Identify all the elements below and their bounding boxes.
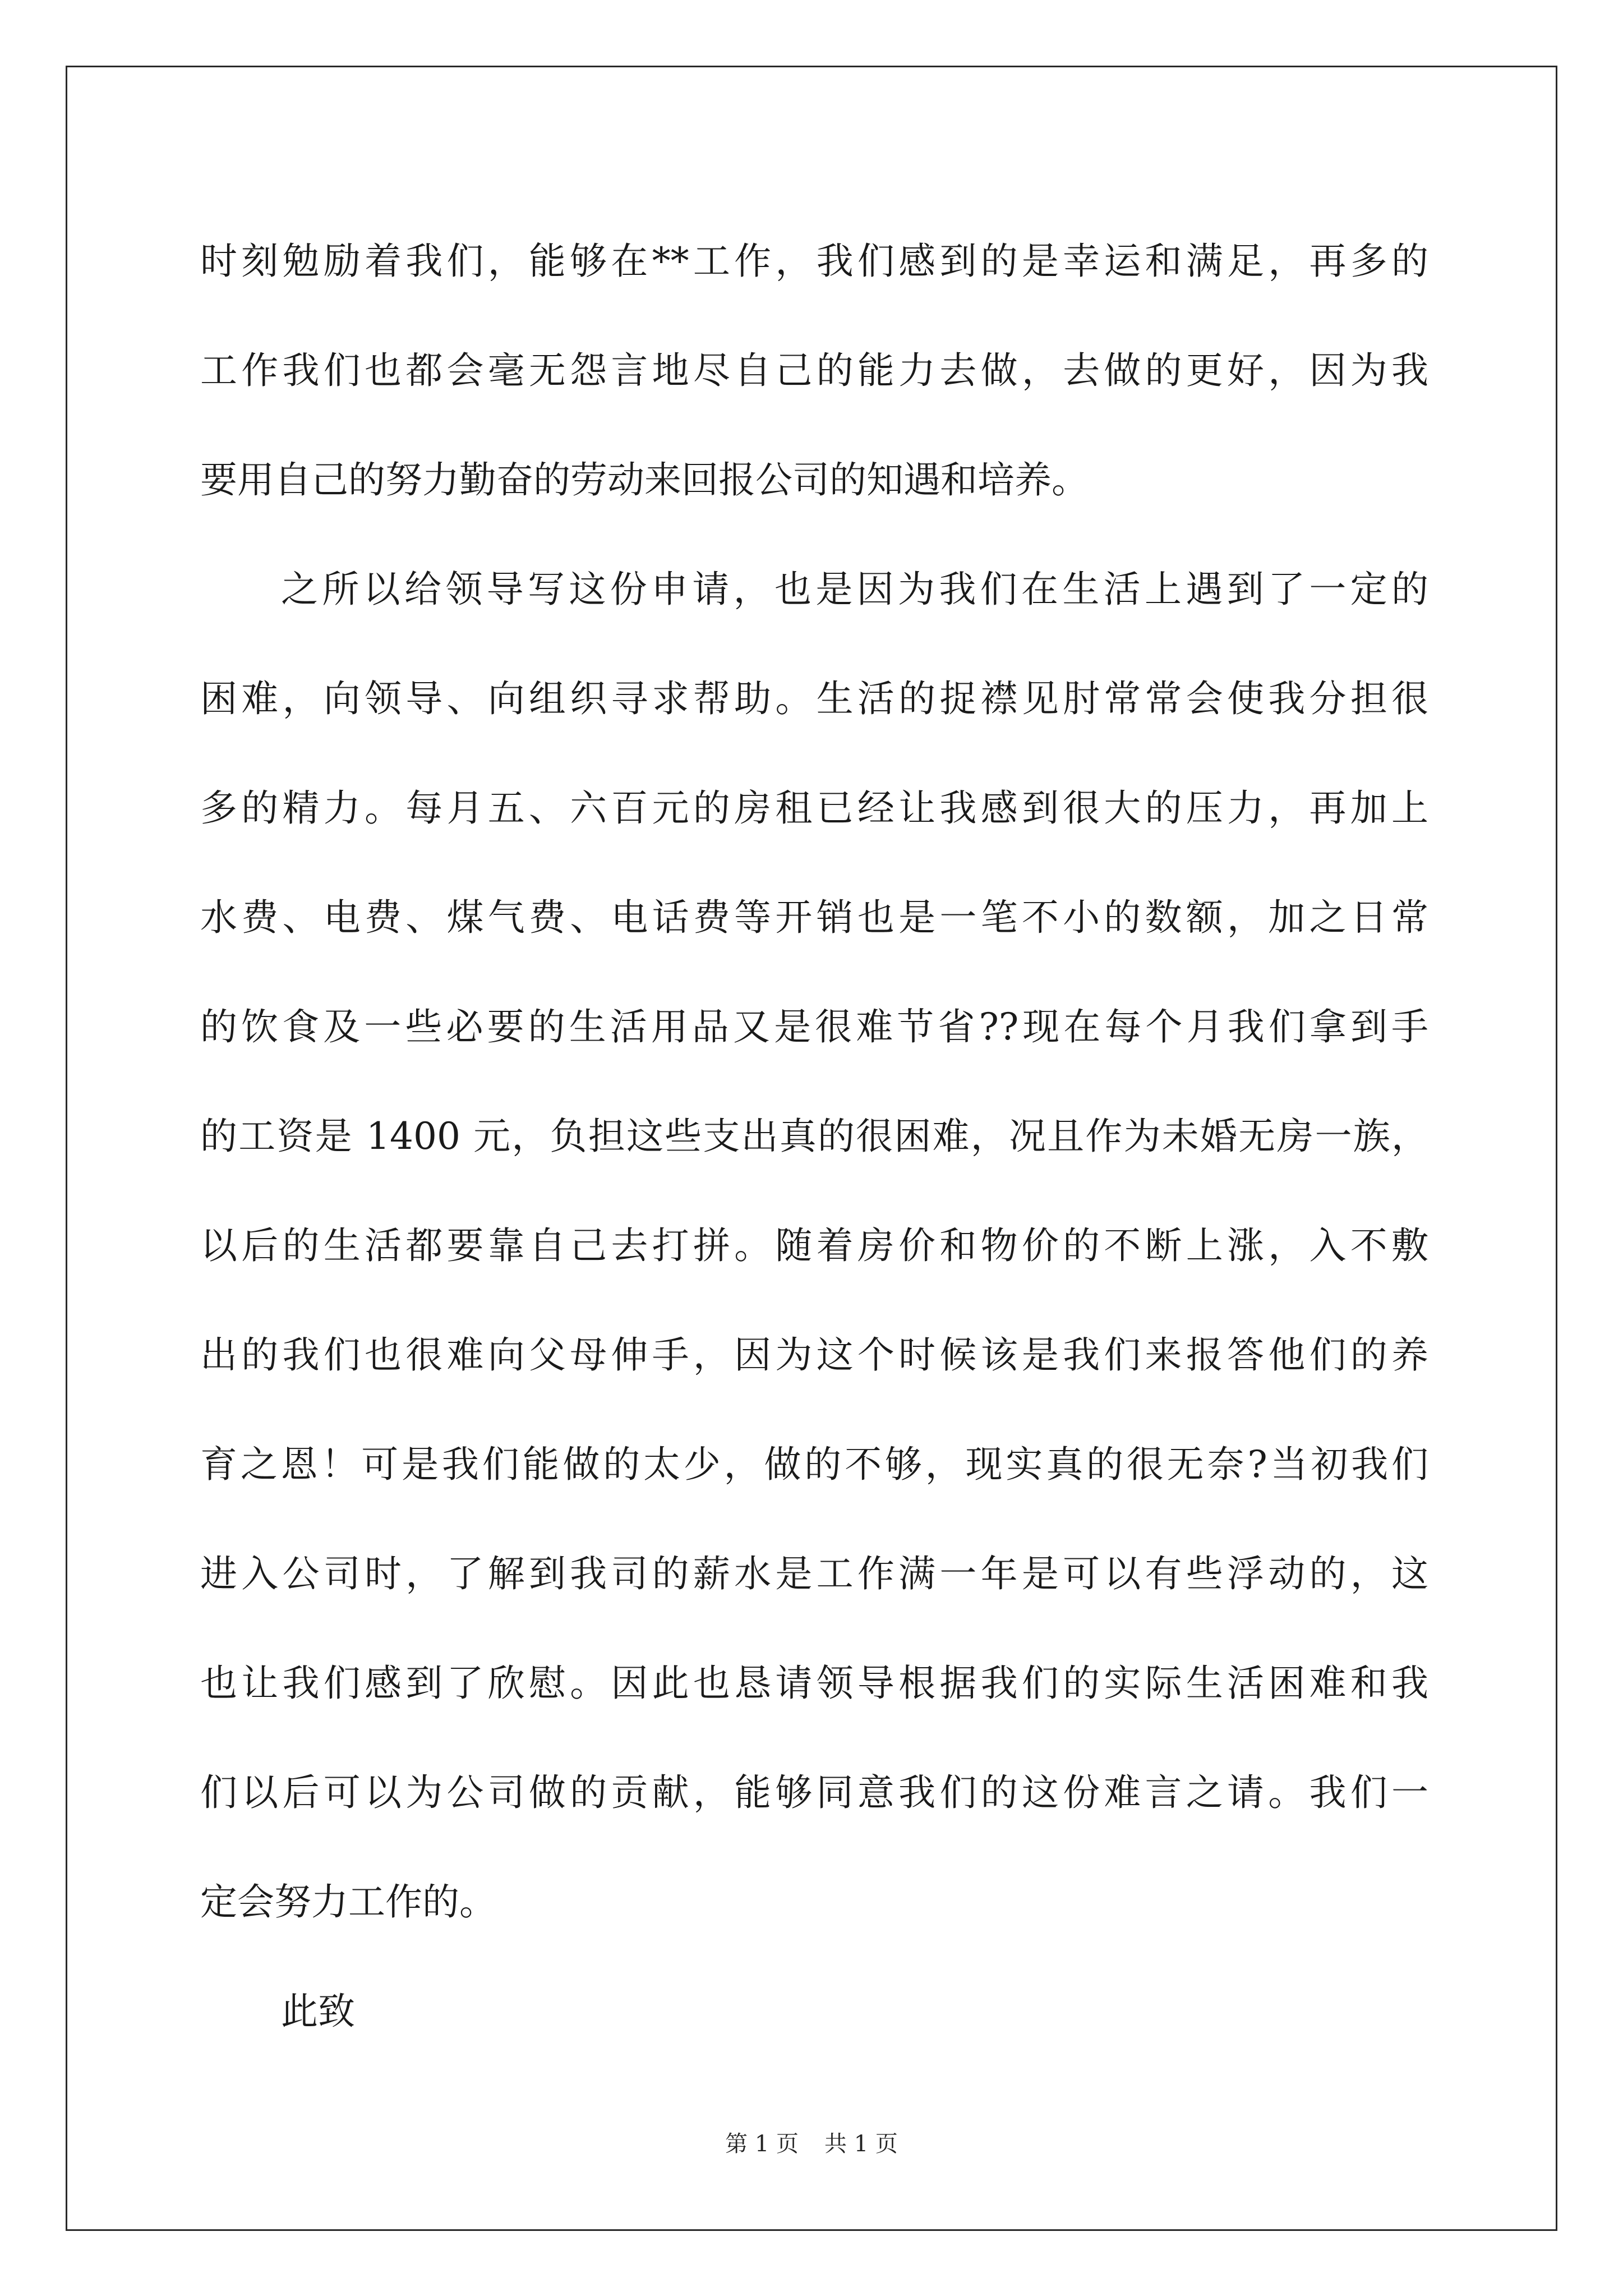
page-footer [0,2126,1623,2158]
text-line: 进入公司时，了解到我司的薪水是工作满一年是可以有些浮动的，这 [200,1552,1428,1595]
text-line: 之所以给领导写这份申请，也是因为我们在生活上遇到了一定的 [281,568,1428,611]
text-line: 的饮食及一些必要的生活用品又是很难节省??现在每个月我们拿到手 [200,1005,1428,1048]
text-line: 出的我们也很难向父母伸手，因为这个时候该是我们来报答他们的养 [200,1333,1428,1377]
text-line: 以后的生活都要靠自己去打拼。随着房价和物价的不断上涨，入不敷 [200,1224,1428,1267]
text-line: 时刻勉励着我们，能够在**工作，我们感到的是幸运和满足，再多的 [200,240,1428,283]
closing-salutation: 此致 [281,1990,355,2033]
text-line: 的工资是 1400 元，负担这些支出真的很困难，况且作为未婚无房一族， [200,1115,1428,1158]
page-number: 第 1 页 [725,2131,799,2157]
text-line: 多的精力。每月五、六百元的房租已经让我感到很大的压力，再加上 [200,786,1428,830]
text-line: 工作我们也都会毫无怨言地尽自己的能力去做，去做的更好，因为我 [200,349,1428,392]
page-total: 共 1 页 [824,2131,898,2157]
text-line: 定会努力工作的。 [200,1880,496,1924]
document-body [200,206,1428,2066]
text-line: 们以后可以为公司做的贡献，能够同意我们的这份难言之请。我们一 [200,1771,1428,1814]
text-line: 要用自己的努力勤奋的劳动来回报公司的知遇和培养。 [200,458,1089,501]
text-line: 育之恩！可是我们能做的太少，做的不够，现实真的很无奈?当初我们 [200,1443,1428,1486]
text-line: 困难，向领导、向组织寻求帮助。生活的捉襟见肘常常会使我分担很 [200,677,1428,720]
text-line: 水费、电费、煤气费、电话费等开销也是一笔不小的数额，加之日常 [200,896,1428,939]
text-line: 也让我们感到了欣慰。因此也恳请领导根据我们的实际生活困难和我 [200,1662,1428,1705]
